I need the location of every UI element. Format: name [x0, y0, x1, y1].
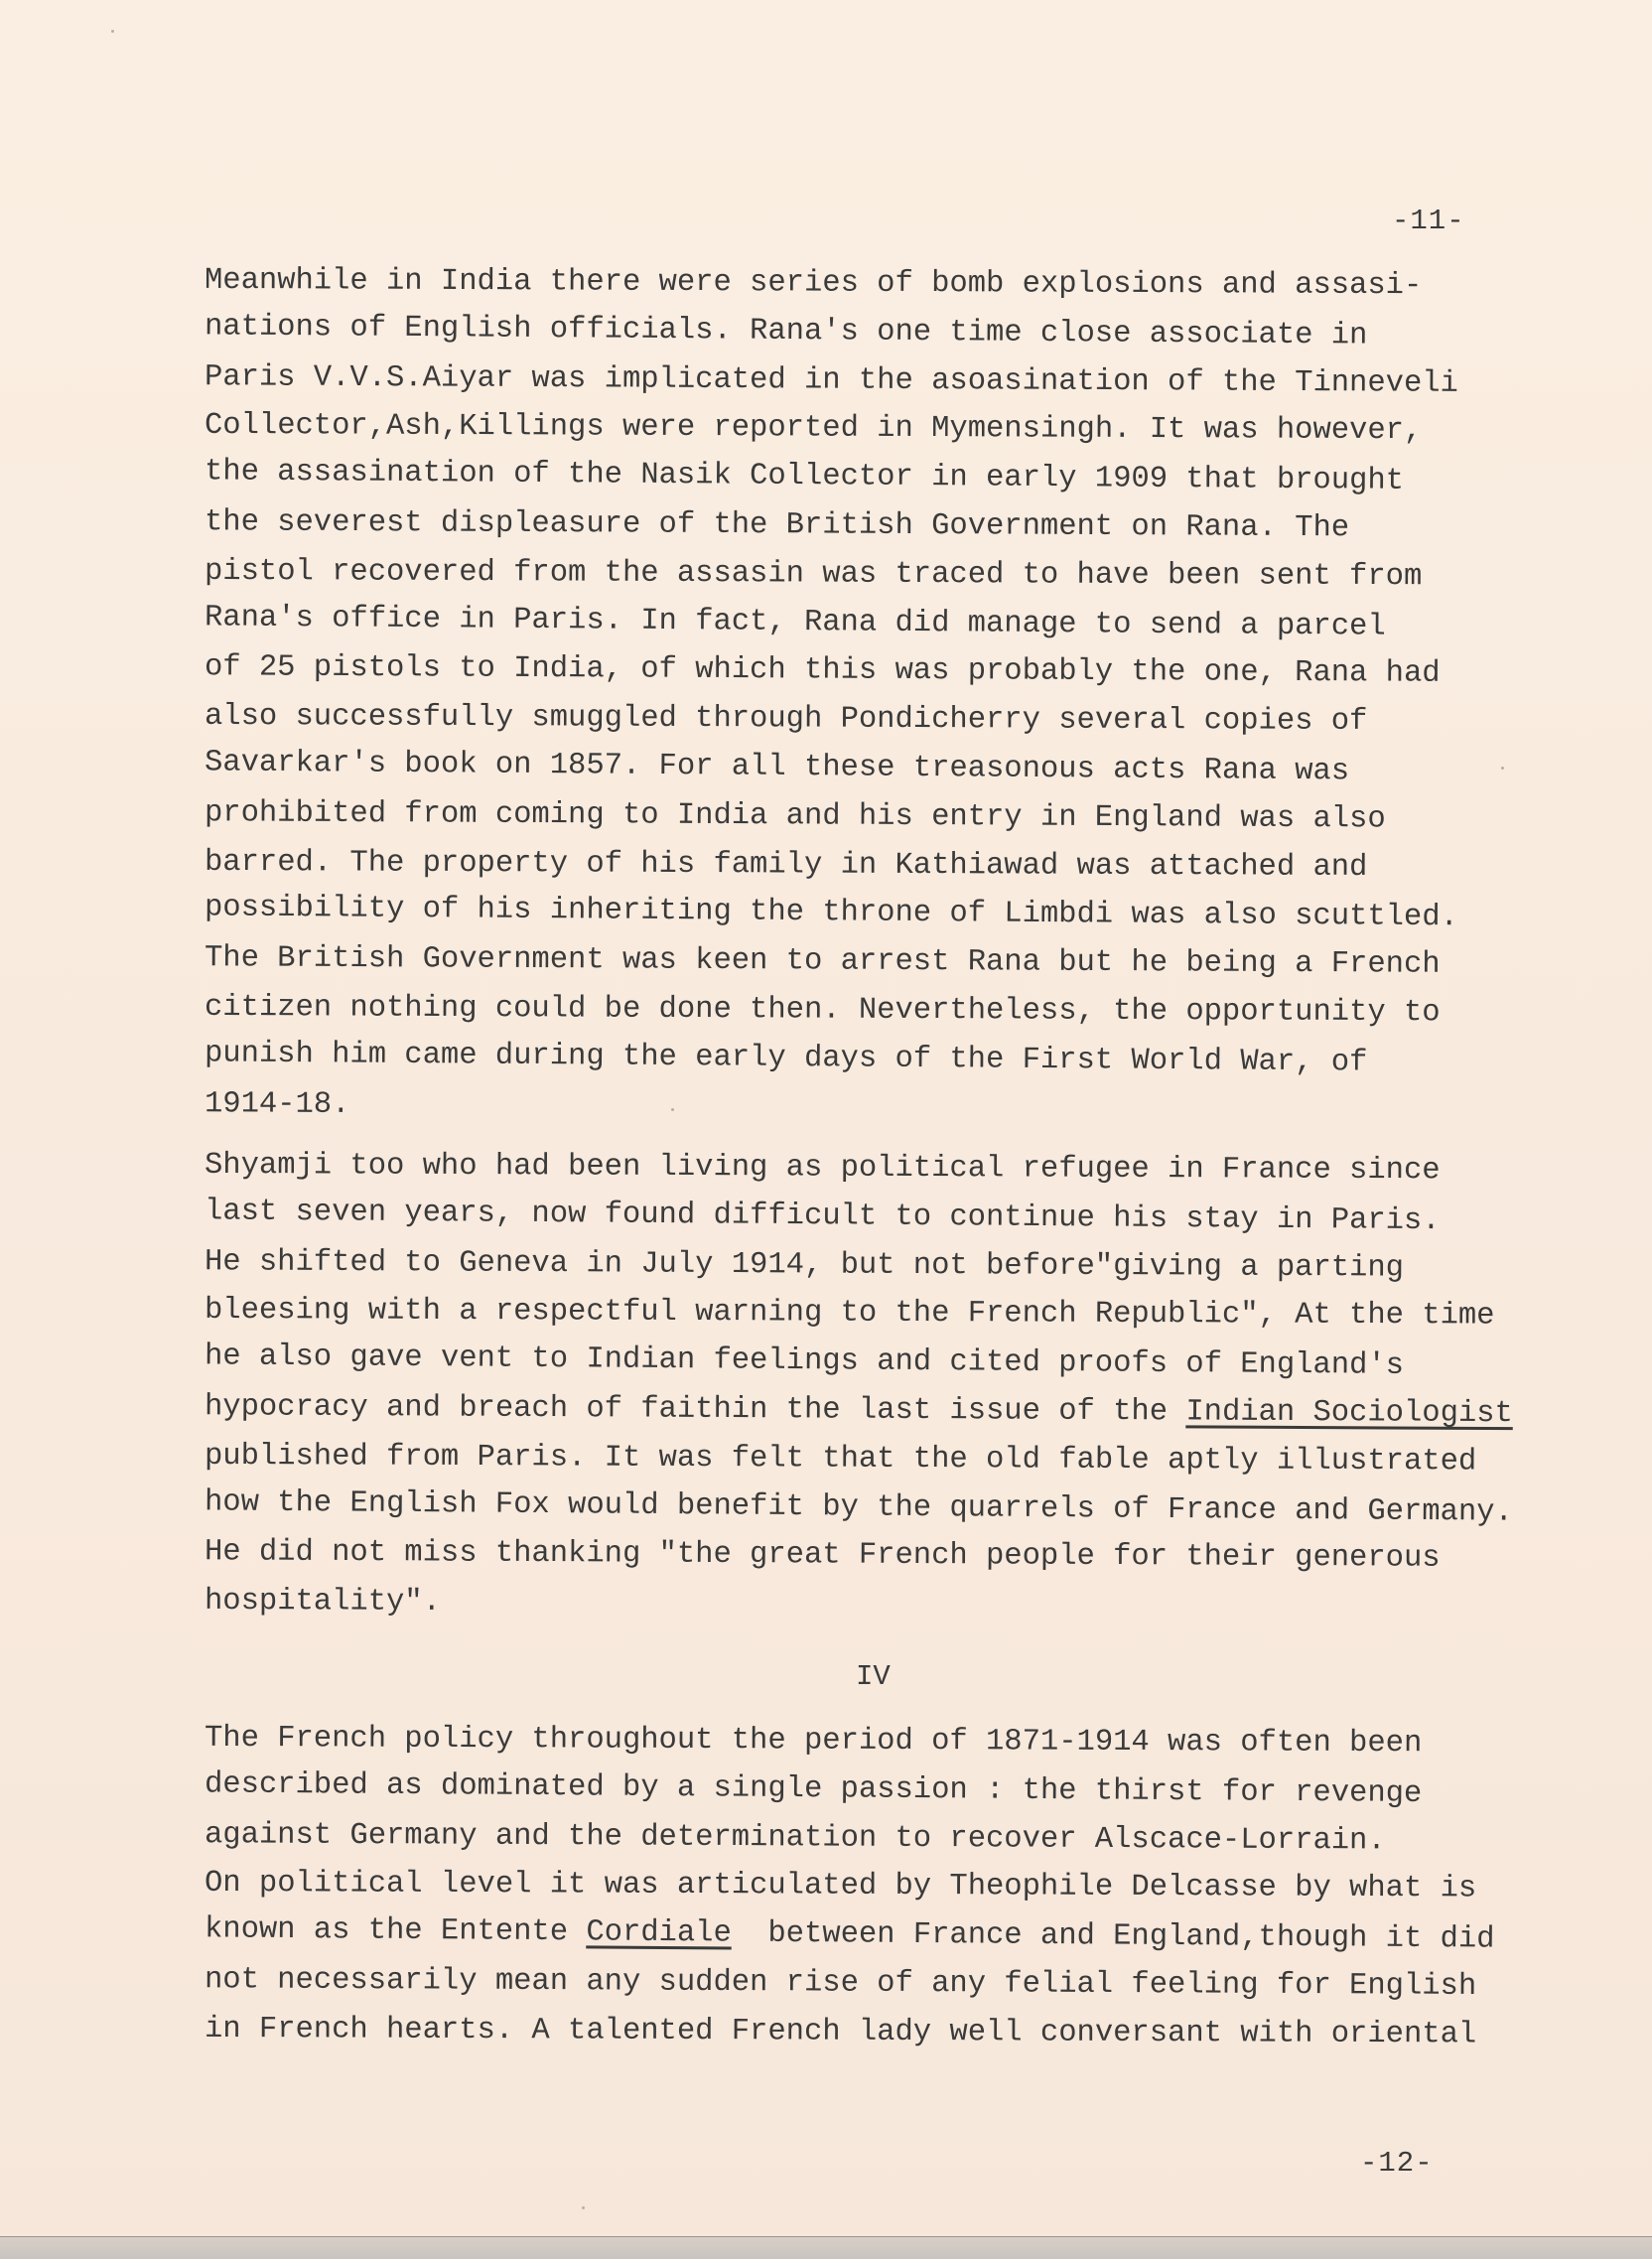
paper-speck	[582, 2206, 585, 2209]
text-line: Paris V.V.S.Aiyar was implicated in the asoasination of the Tinneveli	[204, 359, 1458, 401]
text-line: of 25 pistols to India, of which this was probably the one, Rana had	[204, 650, 1441, 692]
text-line: the assasination of the Nasik Collector in early 1909 that brought	[204, 455, 1405, 499]
scan-bottom-edge	[0, 2236, 1652, 2259]
paragraph-french-policy	[205, 1718, 1634, 2057]
text-line: hospitality".	[204, 1585, 442, 1621]
text-line: 1914-18.	[204, 1086, 350, 1122]
journal-title: Indian Sociologist	[1185, 1395, 1513, 1432]
text-line: Rana's office in Paris. In fact, Rana did manage to send a parcel	[204, 600, 1386, 644]
text-line: punish him came during the early days of the First World War, of	[204, 1037, 1368, 1080]
text-line: nations of English officials. Rana's one time close associate in	[204, 310, 1368, 353]
text-line: he also gave vent to Indian feelings and cited proofs of England's	[204, 1340, 1405, 1384]
paper-speck	[111, 30, 114, 33]
text-line: He did not miss thanking "the great French people for their generous	[204, 1535, 1441, 1577]
text-line: On political level it was articulated by Theophile Delcasse by what is	[204, 1867, 1477, 1906]
underlined-term: Cordiale	[586, 1915, 732, 1951]
text-fragment: known as the Entente	[204, 1912, 587, 1950]
text-line: bleesing with a respectful warning to the French Republic", At the time	[204, 1294, 1495, 1334]
text-line: pistol recovered from the assasin was traced to have been sent from	[204, 554, 1423, 594]
text-line: The French policy throughout the period of 1871-1914 was often been	[204, 1721, 1423, 1762]
text-fragment: hypocracy and breach of faithin the last issue of the	[204, 1390, 1186, 1430]
text-line	[205, 1383, 1634, 1439]
text-line: described as dominated by a single passion : the thirst for revenge	[204, 1767, 1423, 1811]
text-line: citizen nothing could be done then. Nevertheless, the opportunity to	[204, 990, 1441, 1031]
text-fragment: between France and England,though it did	[731, 1916, 1495, 1957]
text-line: published from Paris. It was felt that the old fable aptly illustrated	[204, 1439, 1477, 1480]
paper-speck	[1501, 767, 1504, 770]
paragraph-shyamji	[205, 1145, 1634, 1629]
text-line: against Germany and the determination to recover Alscace-Lorrain.	[204, 1817, 1386, 1859]
paper-speck	[671, 1108, 674, 1111]
section-heading: IV	[856, 1660, 891, 1693]
page-number-bottom: -12-	[1360, 2147, 1434, 2180]
page-number-top: -11-	[1392, 205, 1465, 237]
text-line: also successfully smuggled through Pondicherry several copies of	[204, 700, 1368, 740]
text-line: barred. The property of his family in Kathiawad was attached and	[204, 845, 1368, 885]
text-line: not necessarily mean any sudden rise of any felial feeling for English	[204, 1963, 1477, 2004]
text-line: the severest displeasure of the British Government on Rana. The	[204, 505, 1350, 546]
paragraph-rana	[205, 260, 1634, 1132]
text-line: prohibited from coming to India and his entry in England was also	[204, 795, 1386, 837]
text-line: Collector,Ash,Killings were reported in Mymensingh. It was however,	[204, 409, 1423, 449]
text-line: last seven years, now found difficult to continue his stay in Paris.	[204, 1195, 1441, 1238]
text-line: He shifted to Geneva in July 1914, but not before"giving a parting	[204, 1244, 1405, 1286]
text-line: Savarkar's book on 1857. For all these treasonous acts Rana was	[204, 746, 1350, 789]
text-line: Shyamji too who had been living as political refugee in France since	[204, 1148, 1441, 1189]
text-line: possibility of his inheriting the throne of Limbdi was also scuttled.	[204, 891, 1459, 935]
text-line: in French hearts. A talented French lady well conversant with oriental	[204, 2012, 1477, 2052]
text-line: Meanwhile in India there were series of bomb explosions and assasi-	[204, 263, 1423, 304]
text-line: how the English Fox would benefit by the quarrels of France and Germany.	[204, 1484, 1513, 1530]
text-line: The British Government was keen to arrest Rana but he being a French	[204, 941, 1441, 982]
